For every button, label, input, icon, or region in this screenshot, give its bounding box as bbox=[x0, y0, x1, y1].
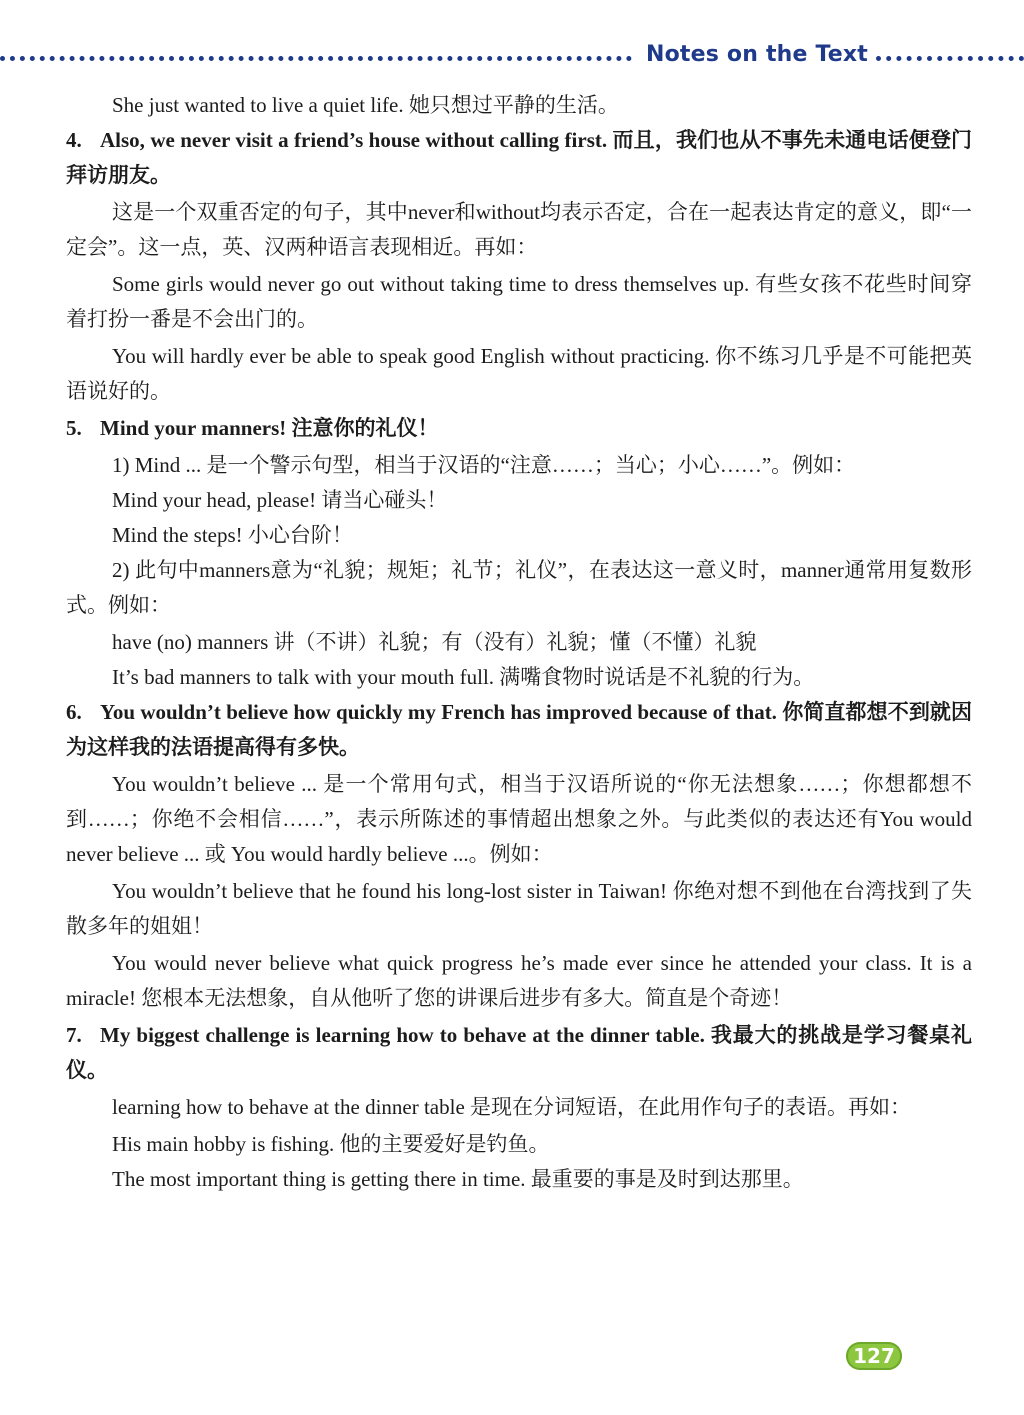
note-heading-4 bbox=[66, 123, 972, 193]
dotted-rule-right bbox=[876, 56, 1024, 61]
example-sentence: have (no) manners 讲（不讲）礼貌；有（没有）礼貌；懂（不懂）礼貌 bbox=[112, 630, 757, 654]
explanation-paragraph: 1) Mind ... 是一个警示句型，相当于汉语的“注意……；当心；小心……”。例如： bbox=[112, 453, 856, 477]
note-number: 7. bbox=[66, 1023, 82, 1047]
note-heading-5 bbox=[66, 411, 972, 446]
example-sentence: Some girls would never go out without taking time to dress themselves up. 有些女孩不花些时间穿着打扮一番是不会出门的。 bbox=[66, 272, 972, 331]
note-heading-text: Also, we never visit a friend’s house without calling first. 而且，我们也从不事先未通电话便登门拜访朋友。 bbox=[66, 128, 972, 187]
example-sentence: She just wanted to live a quiet life. 她只想过平静的生活。 bbox=[112, 93, 619, 117]
note-heading-text: My biggest challenge is learning how to behave at the dinner table. 我最大的挑战是学习餐桌礼仪。 bbox=[66, 1023, 972, 1082]
example-sentence: You would never believe what quick progress he’s made ever since he attended your class. It is a miracle! 您根本无法想象，自从他听了您的讲课后进步有多大。简直是个奇迹！ bbox=[66, 951, 972, 1010]
explanation-paragraph: 这是一个双重否定的句子，其中never和without均表示否定，合在一起表达肯定的意义，即“一定会”。这一点，英、汉两种语言表现相近。再如： bbox=[66, 200, 972, 259]
dotted-rule-left bbox=[0, 56, 632, 61]
example-sentence: It’s bad manners to talk with your mouth full. 满嘴食物时说话是不礼貌的行为。 bbox=[112, 665, 815, 689]
note-number: 4. bbox=[66, 128, 82, 152]
example-sentence: You wouldn’t believe that he found his long-lost sister in Taiwan! 你绝对想不到他在台湾找到了失散多年的姐姐！ bbox=[66, 879, 972, 938]
page-number-badge: 127 bbox=[846, 1342, 902, 1370]
explanation-paragraph: 2) 此句中manners意为“礼貌；规矩；礼节；礼仪”，在表达这一意义时，manner通常用复数形式。例如： bbox=[66, 558, 972, 617]
note-heading-text: Mind your manners! 注意你的礼仪！ bbox=[100, 416, 439, 440]
explanation-paragraph: You wouldn’t believe ... 是一个常用句式，相当于汉语所说的“你无法想象……；你想都想不到……；你绝不会相信……”，表示所陈述的事情超出想象之外。与此类似的表达还有You would never believe ... 或 You would hardly believe ...。例如： bbox=[66, 772, 972, 866]
explanation-paragraph: learning how to behave at the dinner table 是现在分词短语，在此用作句子的表语。再如： bbox=[112, 1095, 912, 1119]
example-sentence: Mind your head, please! 请当心碰头！ bbox=[112, 488, 448, 512]
notes-body bbox=[66, 88, 972, 1197]
example-sentence: The most important thing is getting there in time. 最重要的事是及时到达那里。 bbox=[112, 1167, 804, 1191]
example-sentence: His main hobby is fishing. 他的主要爱好是钓鱼。 bbox=[112, 1132, 550, 1156]
example-sentence: You will hardly ever be able to speak good English without practicing. 你不练习几乎是不可能把英语说好的。 bbox=[66, 344, 972, 403]
note-number: 5. bbox=[66, 416, 82, 440]
page-header bbox=[0, 40, 1024, 76]
note-heading-text: You wouldn’t believe how quickly my French has improved because of that. 你简直都想不到就因为这样我的法语提高得有多快。 bbox=[66, 700, 972, 759]
note-number: 6. bbox=[66, 700, 82, 724]
note-heading-7 bbox=[66, 1018, 972, 1088]
note-heading-6 bbox=[66, 695, 972, 765]
example-sentence: Mind the steps! 小心台阶！ bbox=[112, 523, 353, 547]
section-title: Notes on the Text bbox=[646, 42, 869, 67]
